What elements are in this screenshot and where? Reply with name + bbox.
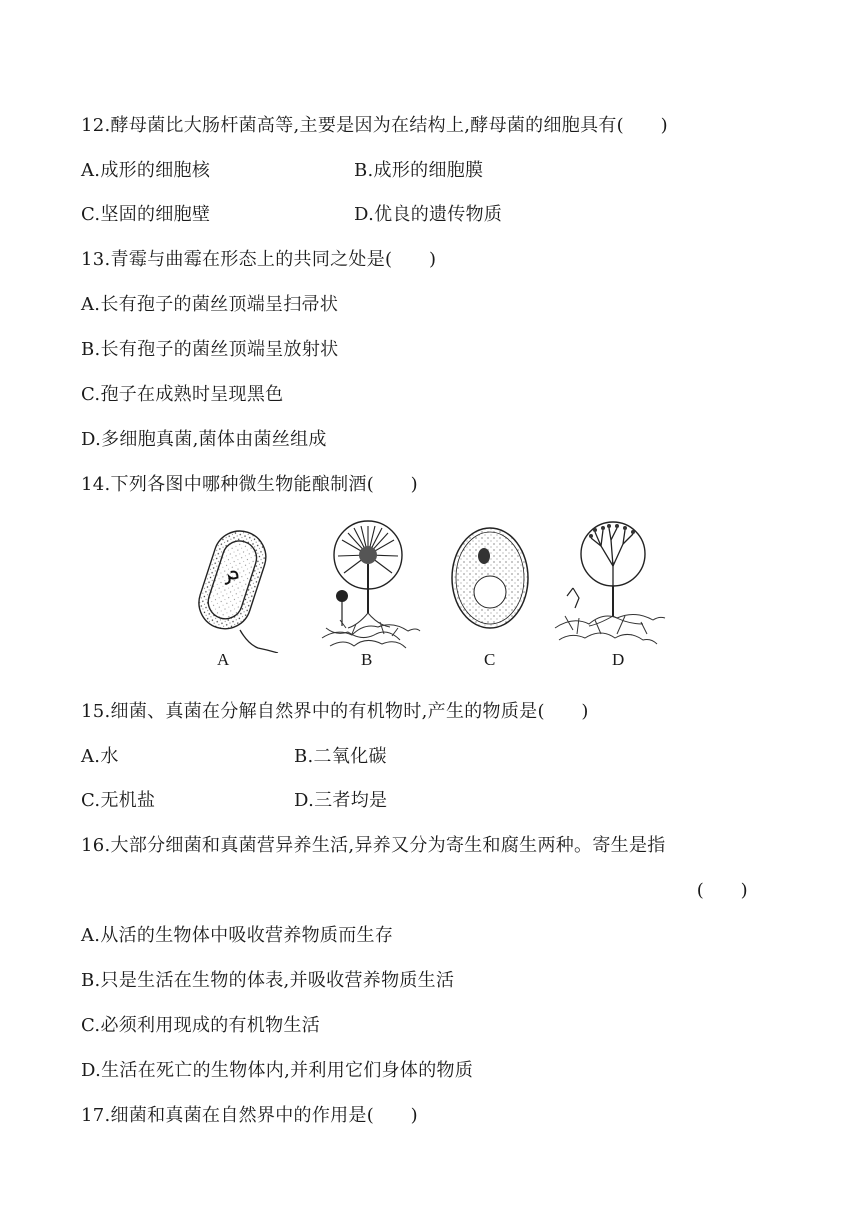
penicillium-icon: [555, 522, 665, 644]
question-16-stem: 16.大部分细菌和真菌营异养生活,异养又分为寄生和腐生两种。寄生是指: [81, 835, 666, 856]
figure-label-a: A: [217, 650, 230, 669]
question-12-stem: 12.酵母菌比大肠杆菌高等,主要是因为在结构上,酵母菌的细胞具有( ): [81, 115, 668, 136]
q16-option-a: A.从活的生物体中吸收营养物质而生存: [81, 925, 394, 946]
q16-option-c: C.必须利用现成的有机物生活: [81, 1015, 321, 1036]
q13-option-d: D.多细胞真菌,菌体由菌丝组成: [81, 429, 327, 450]
q13-option-c: C.孢子在成熟时呈现黑色: [81, 384, 284, 405]
question-15-stem: 15.细菌、真菌在分解自然界中的有机物时,产生的物质是( ): [81, 701, 589, 722]
yeast-cell-icon: [452, 528, 528, 628]
aspergillus-icon: [322, 521, 420, 648]
q12-option-d: D.优良的遗传物质: [354, 204, 503, 225]
question-13-stem: 13.青霉与曲霉在形态上的共同之处是( ): [81, 249, 437, 270]
q12-option-c: C.坚固的细胞壁: [81, 204, 211, 225]
q15-option-c: C.无机盐: [81, 790, 156, 811]
q15-option-a: A.水: [81, 746, 119, 767]
q15-option-d: D.三者均是: [294, 790, 388, 811]
figure-label-d: D: [612, 650, 625, 669]
question-14-stem: 14.下列各图中哪种微生物能酿制酒( ): [81, 474, 418, 495]
question-17-stem: 17.细菌和真菌在自然界中的作用是( ): [81, 1105, 418, 1126]
q16-option-b: B.只是生活在生物的体表,并吸收营养物质生活: [81, 970, 455, 991]
figure-label-c: C: [484, 650, 496, 669]
microorganism-figure: [185, 518, 675, 674]
q15-option-b: B.二氧化碳: [294, 746, 387, 767]
q16-answer-paren: ( ): [696, 880, 748, 901]
figure-label-b: B: [361, 650, 373, 669]
q12-option-b: B.成形的细胞膜: [354, 160, 484, 181]
q13-option-a: A.长有孢子的菌丝顶端呈扫帚状: [81, 294, 339, 315]
q16-option-d: D.生活在死亡的生物体内,并利用它们身体的物质: [81, 1060, 474, 1081]
bacterium-icon: [192, 524, 278, 653]
q13-option-b: B.长有孢子的菌丝顶端呈放射状: [81, 339, 339, 360]
q12-option-a: A.成形的细胞核: [81, 160, 211, 181]
